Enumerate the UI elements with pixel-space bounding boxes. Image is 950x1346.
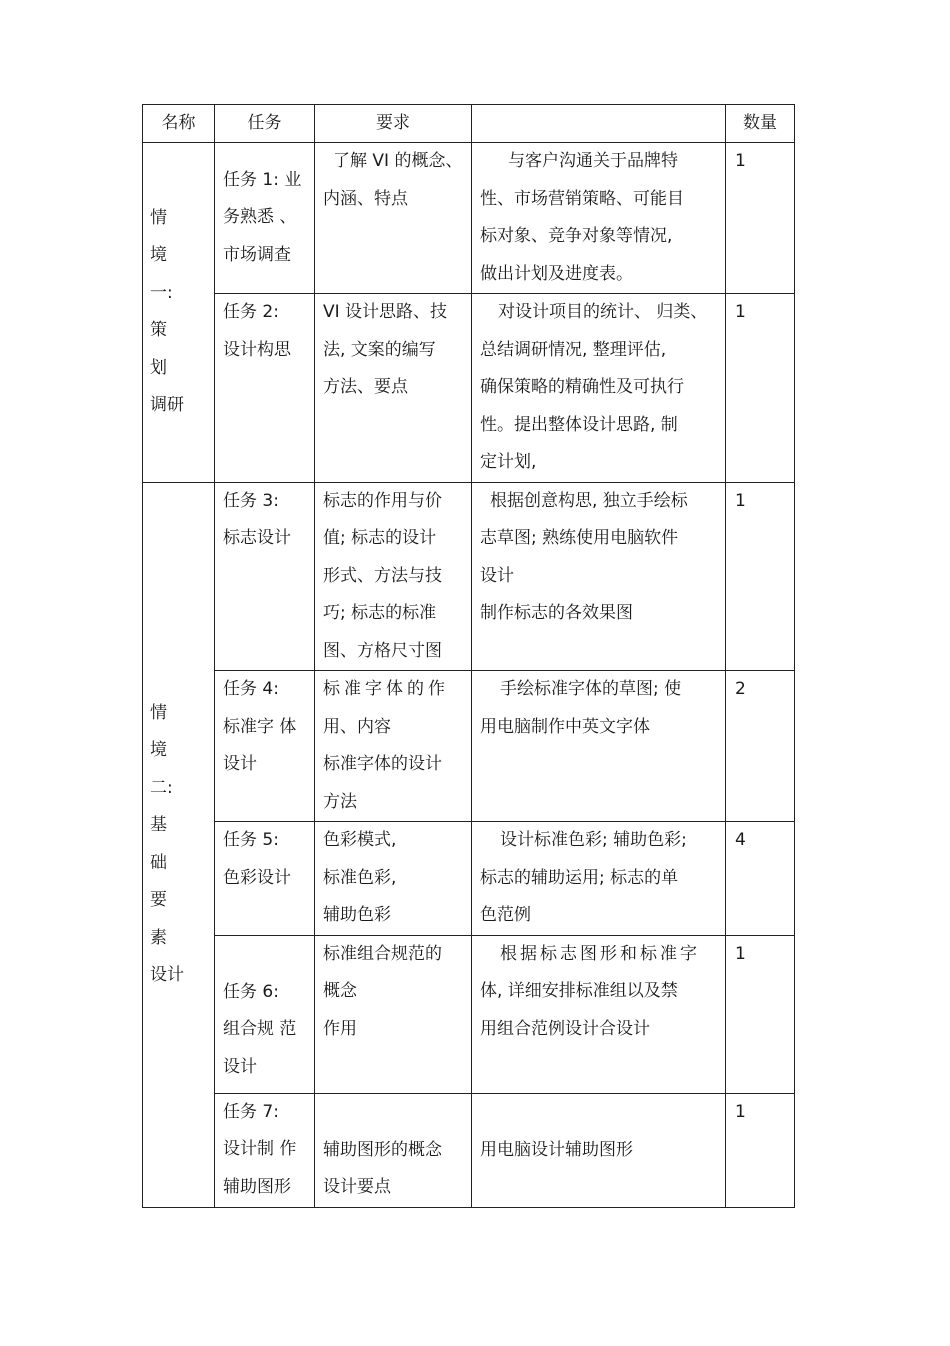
requirement-line: 标准组合规范的	[323, 943, 442, 964]
detail-line: 性、市场营销策略、可能目	[480, 188, 684, 209]
situation-line: 要 素	[150, 890, 185, 948]
task-cell	[215, 294, 315, 483]
task-line: 设计构思	[223, 339, 291, 360]
detail-line: 设计	[480, 565, 514, 586]
detail-line: 设计标准色彩; 辅助色彩;	[500, 830, 687, 850]
detail-cell	[472, 1093, 726, 1207]
requirement-line: VI 设计思路、技	[323, 302, 448, 322]
task-line: 任务 7:	[223, 1101, 279, 1122]
task-line: 任务 4:	[223, 679, 279, 699]
task-line: 组合规 范	[223, 1019, 297, 1039]
requirement-line: 图、方格尺寸图	[323, 640, 442, 661]
requirement-line: 用、内容	[323, 716, 391, 737]
detail-line: 色范例	[480, 905, 531, 925]
requirement-cell	[315, 935, 472, 1093]
header-requirement: 要求	[315, 105, 472, 143]
header-blank	[472, 105, 726, 143]
requirement-line: 辅助图形的概念	[323, 1139, 442, 1160]
requirement-line: 作用	[323, 1018, 357, 1039]
task-line: 务熟悉 、	[223, 207, 297, 228]
detail-line: 标志的辅助运用; 标志的单	[480, 867, 679, 888]
requirement-line: 方法、要点	[323, 377, 408, 397]
situation-line: 情 境	[150, 702, 185, 760]
detail-line: 确保策略的精确性及可执行	[480, 377, 684, 397]
task-line: 任务 1: 业	[223, 169, 302, 190]
header-name: 名称	[143, 105, 215, 143]
detail-cell	[472, 822, 726, 936]
requirement-cell	[315, 1093, 472, 1207]
table-row	[143, 822, 795, 936]
detail-line: 制作标志的各效果图	[480, 603, 633, 623]
detail-line: 用电脑制作中英文字体	[480, 716, 650, 737]
detail-line: 手绘标准字体的草图; 使	[500, 679, 682, 699]
detail-cell	[472, 482, 726, 671]
requirement-line: 值; 标志的设计	[323, 528, 437, 548]
detail-line: 与客户沟通关于品牌特	[508, 151, 678, 171]
task-table	[142, 104, 795, 1208]
requirement-line: 设计要点	[323, 1177, 391, 1197]
header-task: 任务	[215, 105, 315, 143]
requirement-line: 色彩模式,	[323, 830, 397, 850]
task-line: 设计	[223, 754, 257, 774]
table-row	[143, 1093, 795, 1207]
task-line: 设计制 作	[223, 1139, 297, 1159]
requirement-line: 形式、方法与技	[323, 565, 442, 586]
detail-line: 定计划,	[480, 452, 537, 472]
situation-line: 情 境	[150, 207, 185, 266]
task-line: 标志设计	[223, 528, 291, 548]
task-line: 任务 6:	[223, 981, 279, 1002]
header-row	[143, 105, 795, 143]
quantity-cell: 1	[726, 935, 795, 1093]
detail-line: 做出计划及进度表。	[480, 263, 633, 284]
quantity-cell: 1	[726, 143, 795, 294]
task-cell	[215, 935, 315, 1093]
requirement-cell	[315, 143, 472, 294]
table-row	[143, 294, 795, 483]
requirement-line: 巧; 标志的标准	[323, 603, 437, 623]
task-line: 辅助图形	[223, 1176, 291, 1197]
detail-cell	[472, 671, 726, 822]
requirement-line: 辅助色彩	[323, 905, 391, 925]
detail-line: 用电脑设计辅助图形	[480, 1139, 633, 1160]
requirement-cell	[315, 294, 472, 483]
task-cell	[215, 143, 315, 294]
task-line: 任务 2:	[223, 302, 279, 322]
situation-line: 一:	[150, 282, 173, 303]
task-line: 标准字 体	[223, 716, 297, 737]
detail-cell	[472, 143, 726, 294]
detail-line: 性。提出整体设计思路, 制	[480, 414, 678, 435]
requirement-line: 方法	[323, 791, 357, 812]
requirement-line: 标准字体的设计	[323, 754, 442, 774]
task-cell	[215, 482, 315, 671]
requirement-line: 内涵、特点	[323, 188, 408, 209]
detail-line: 总结调研情况, 整理评估,	[480, 339, 667, 360]
situation-line: 设计	[150, 965, 184, 985]
task-line: 市场调查	[223, 244, 291, 265]
requirement-line: 标志的作用与价	[323, 490, 442, 511]
quantity-cell: 2	[726, 671, 795, 822]
detail-cell	[472, 935, 726, 1093]
requirement-line: 标准字体的作	[323, 679, 449, 699]
situation-line: 调研	[150, 395, 184, 416]
task-line: 任务 3:	[223, 490, 279, 511]
task-line: 任务 5:	[223, 830, 279, 850]
situation-cell	[143, 143, 215, 483]
requirement-line: 法, 文案的编写	[323, 339, 436, 360]
detail-line: 用组合范例设计合设计	[480, 1018, 650, 1039]
requirement-line: 了解 VI 的概念、	[333, 151, 463, 171]
task-cell	[215, 671, 315, 822]
requirement-cell	[315, 822, 472, 936]
task-line: 设计	[223, 1056, 257, 1077]
header-quantity: 数量	[726, 105, 795, 143]
quantity-cell: 1	[726, 482, 795, 671]
table-row	[143, 935, 795, 1093]
detail-line: 体, 详细安排标准组以及禁	[480, 981, 678, 1001]
task-cell	[215, 1093, 315, 1207]
requirement-line: 概念	[323, 981, 357, 1001]
requirement-cell	[315, 482, 472, 671]
detail-cell	[472, 294, 726, 483]
detail-line: 标对象、竞争对象等情况,	[480, 226, 673, 246]
detail-line: 志草图; 熟练使用电脑软件	[480, 528, 679, 548]
requirement-cell	[315, 671, 472, 822]
detail-line: 对设计项目的统计、 归类、	[498, 302, 708, 322]
quantity-cell: 4	[726, 822, 795, 936]
situation-line: 策 划	[150, 320, 185, 378]
task-cell	[215, 822, 315, 936]
table-row	[143, 482, 795, 671]
table-row	[143, 671, 795, 822]
quantity-cell: 1	[726, 1093, 795, 1207]
requirement-line: 标准色彩,	[323, 867, 397, 888]
situation-line: 基 础	[150, 815, 185, 873]
detail-line: 根据标志图形和标准字	[500, 943, 700, 964]
situation-cell	[143, 482, 215, 1207]
situation-line: 二:	[150, 777, 173, 798]
detail-line: 根据创意构思, 独立手绘标	[490, 490, 688, 511]
task-line: 色彩设计	[223, 867, 291, 888]
table-row	[143, 143, 795, 294]
quantity-cell: 1	[726, 294, 795, 483]
